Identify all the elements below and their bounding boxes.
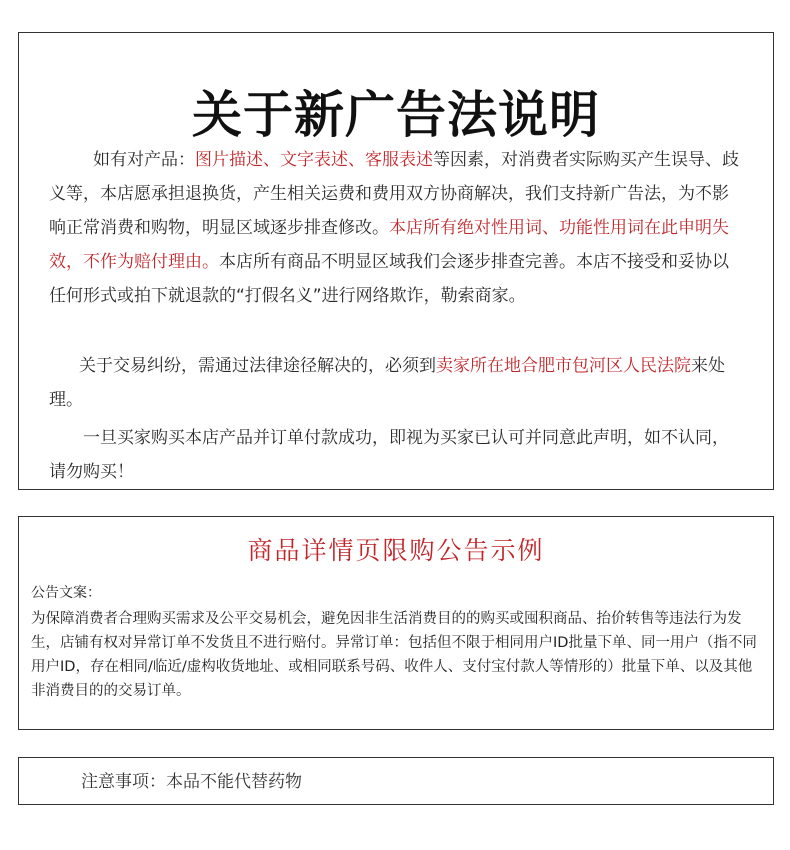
note-text: 注意事项：本品不能代替药物 <box>81 772 302 792</box>
purchase-limit-notice-box <box>18 516 774 730</box>
notice-label: 公告文案： <box>31 585 101 601</box>
notice-body: 为保障消费者合理购买需求及公平交易机会，避免因非生活消费目的的购买或囤积商品、抬价转售等违法行为发生，店铺有权对异常订单不发货且不进行赔付。异常订单：包括但不限于相同用户ID批量下单、同一用户（指不同用户ID，存在相同/临近/虚构收货地址、或相同联系号码、收件人、支付宝付款人等情形的）批量下单、以及其他非消费目的的交易订单。 <box>31 611 757 699</box>
p2-text-1: 关于交易纠纷，需通过法律途径解决的，必须到 <box>79 356 436 376</box>
p1-text-1: 如有对产品： <box>93 150 195 170</box>
p1-highlight-1: 图片描述、文字表述、客服表述 <box>195 150 433 170</box>
statement-paragraph-1 <box>49 143 745 313</box>
p2-highlight-court: 卖家所在地合肥市包河区人民法院 <box>436 356 691 376</box>
statement-paragraph-2 <box>49 349 745 417</box>
p1-highlight-2: 本店所有绝对性用词、功能性用词在此申明失效，不作为赔付理由。 <box>49 218 729 272</box>
statement-paragraph-3: 一旦买家购买本店产品并订单付款成功，即视为买家已认可并同意此声明，如不认同，请勿购买！ <box>49 428 729 482</box>
statement-title: 关于新广告法说明 <box>192 86 600 144</box>
p1-text-3: 本店所有商品不明显区域我们会逐步排查完善。本店不接受和妥协以任何形式或拍下就退款的“打假名义”进行网络欺诈，勒索商家。 <box>49 252 729 306</box>
p2-text-2: 来处理。 <box>49 356 725 410</box>
p1-text-2: 等因素，对消费者实际购买产生误导、歧义等，本店愿承担退换货，产生相关运费和费用双方协商解决，我们支持新广告法，为不影响正常消费和购物，明显区域逐步排查修改。 <box>49 150 739 238</box>
legal-statement-box <box>18 32 774 490</box>
note-box <box>18 757 774 805</box>
purchase-limit-title: 商品详情页限购公告示例 <box>247 536 545 565</box>
